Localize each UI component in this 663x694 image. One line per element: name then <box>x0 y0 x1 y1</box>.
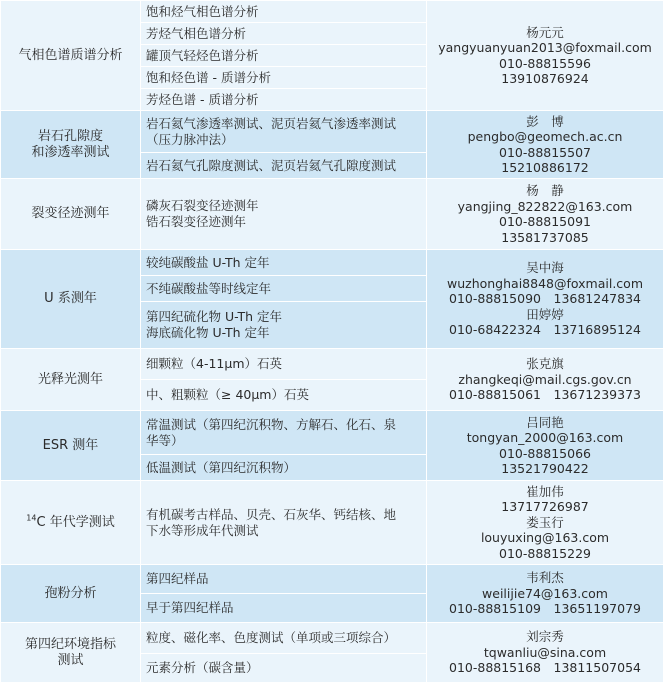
contact-name: 崔加伟 <box>526 483 564 499</box>
item-cell <box>141 349 427 380</box>
contact-email: yangjing_822822@163.com <box>457 198 633 214</box>
contact-phone: 010-88815229 <box>499 545 591 561</box>
contact-cell <box>427 481 663 565</box>
contact-email: tongyan_2000@163.com <box>466 430 624 445</box>
item-label: 岩石氦气孔隙度测试、泥页岩氦气孔隙度测试 <box>146 157 397 173</box>
contact-cell <box>427 623 663 683</box>
contact-email: louyuxing@163.com <box>480 530 610 546</box>
item-label: 磷灰石裂变径迹测年 <box>146 198 259 213</box>
item-cell <box>141 276 427 302</box>
item-label: 海底硫化物 U-Th 定年 <box>146 325 270 340</box>
contact-cell <box>427 250 663 349</box>
contact-name: 韦利杰 <box>526 570 564 586</box>
contact-phone: 010-88815091 <box>499 214 591 229</box>
category-cell <box>1 250 141 349</box>
contact-mobile: 13717726987 <box>501 499 589 515</box>
contact-mobile: 13581737085 <box>501 229 589 245</box>
contact-mobile: 13910876924 <box>501 71 589 86</box>
item-label: 常温测试（第四纪沉积物、方解石、化石、泉 <box>146 416 397 432</box>
contact-name: 彭 博 <box>526 113 564 129</box>
item-label: 锆石裂变径迹测年 <box>146 214 247 229</box>
item-cell <box>141 1 427 23</box>
contact-phone: 010-88815090 13681247834 <box>449 291 641 307</box>
contact-name: 刘宗秀 <box>526 629 564 645</box>
item-label: 华等） <box>146 432 184 448</box>
category-label: 孢粉分析 <box>44 585 97 601</box>
category-label: C 年代学测试 <box>36 514 115 530</box>
item-cell <box>141 565 427 594</box>
item-label: 第四纪硫化物 U-Th 定年 <box>146 309 283 324</box>
item-label: 岩石氦气渗透率测试、泥页岩氦气渗透率测试 <box>146 115 397 131</box>
item-label: （压力脉冲法） <box>146 131 234 147</box>
contact-email: weilijie74@163.com <box>482 585 608 601</box>
category-label: U 系测年 <box>44 291 97 306</box>
contact-phone: 010-88815061 13671239373 <box>449 387 641 403</box>
contact-name: 张克旗 <box>526 356 564 372</box>
category-label: 岩石孔隙度 <box>37 128 103 144</box>
item-cell <box>141 302 427 349</box>
item-label: 较纯碳酸盐 U-Th 定年 <box>146 254 270 270</box>
category-label: ESR 测年 <box>42 437 99 453</box>
category-label: 和渗透率测试 <box>31 144 110 160</box>
item-cell <box>141 654 427 683</box>
contact-cell <box>427 1 663 111</box>
item-label: 不纯碳酸盐等时线定年 <box>146 280 272 296</box>
item-cell <box>141 380 427 411</box>
category-cell <box>1 565 141 623</box>
category-cell <box>1 349 141 411</box>
item-cell <box>141 250 427 276</box>
contact-cell <box>427 349 663 411</box>
item-cell <box>141 481 427 565</box>
category-cell <box>1 179 141 250</box>
category-cell <box>1 1 141 111</box>
item-label: 罐顶气轻烃色谱分析 <box>146 47 259 63</box>
contact-email: zhangkeqi@mail.cgs.gov.cn <box>458 371 632 387</box>
contact-email: yangyuanyuan2013@foxmail.com <box>438 40 652 55</box>
category-cell <box>1 111 141 179</box>
item-label: 芳烃气相色谱分析 <box>146 25 247 41</box>
isotope-superscript: 14 <box>26 513 37 523</box>
contact-phone: 010-88815066 <box>499 445 591 461</box>
contact-phone: 010-88815109 13651197079 <box>449 601 641 617</box>
item-cell <box>141 594 427 623</box>
item-label: 中、粗颗粒（≥ 40μm）石英 <box>146 387 309 402</box>
contact-cell <box>427 565 663 623</box>
contact-cell <box>427 179 663 250</box>
category-label: 裂变径迹测年 <box>31 206 110 221</box>
item-label: 下水等形成年代测试 <box>146 522 259 538</box>
item-label: 低温测试（第四纪沉积物） <box>146 459 297 475</box>
item-label: 细颗粒（4-11μm）石英 <box>146 356 282 371</box>
category-label: 气相色谱质谱分析 <box>18 47 123 63</box>
contact-mobile: 15210886172 <box>501 160 589 175</box>
item-label: 早于第四纪样品 <box>146 600 234 615</box>
contact-mobile: 13521790422 <box>501 461 589 476</box>
contact-name: 杨 静 <box>526 183 564 198</box>
contact-name: 吴中海 <box>526 260 564 276</box>
category-label: 测试 <box>57 652 84 668</box>
item-label: 第四纪样品 <box>146 571 209 586</box>
item-cell <box>141 153 427 179</box>
contact-cell <box>427 111 663 179</box>
contact-phone: 010-88815507 <box>499 144 591 160</box>
category-cell <box>1 411 141 481</box>
category-cell <box>1 481 141 565</box>
item-cell <box>141 89 427 111</box>
item-label: 元素分析（碳含量） <box>146 660 259 675</box>
category-label: 第四纪环境指标 <box>24 636 116 652</box>
item-cell <box>141 23 427 45</box>
contact-email: tqwanliu@sina.com <box>483 644 607 660</box>
item-label: 饱和烃气相色谱分析 <box>146 3 259 19</box>
item-label: 有机碳考古样品、贝壳、石灰华、钙结核、地 <box>146 506 397 522</box>
item-cell <box>141 623 427 654</box>
item-label: 粒度、磁化率、色度测试（单项或三项综合） <box>146 630 397 645</box>
category-label: 光释光测年 <box>37 371 103 387</box>
contact-name: 吕同艳 <box>526 414 564 430</box>
item-cell <box>141 67 427 89</box>
contact-email: wuzhonghai8848@foxmail.com <box>446 275 643 291</box>
contact-email: pengbo@geomech.ac.cn <box>467 129 623 144</box>
item-label: 饱和烃色谱 - 质谱分析 <box>146 69 271 85</box>
category-cell <box>1 623 141 683</box>
contact-name: 杨元元 <box>526 24 564 40</box>
contact-name: 田婷婷 <box>526 306 564 322</box>
contact-phone: 010-88815596 <box>499 55 591 71</box>
item-cell <box>141 455 427 481</box>
item-cell <box>141 111 427 153</box>
contact-phone: 010-68422324 13716895124 <box>449 322 641 338</box>
contact-phone: 010-88815168 13811507054 <box>449 660 641 676</box>
item-cell <box>141 45 427 67</box>
item-cell <box>141 411 427 455</box>
item-cell <box>141 179 427 250</box>
contact-name: 娄玉行 <box>526 514 564 530</box>
contact-cell <box>427 411 663 481</box>
item-label: 芳烃色谱 - 质谱分析 <box>146 91 259 107</box>
